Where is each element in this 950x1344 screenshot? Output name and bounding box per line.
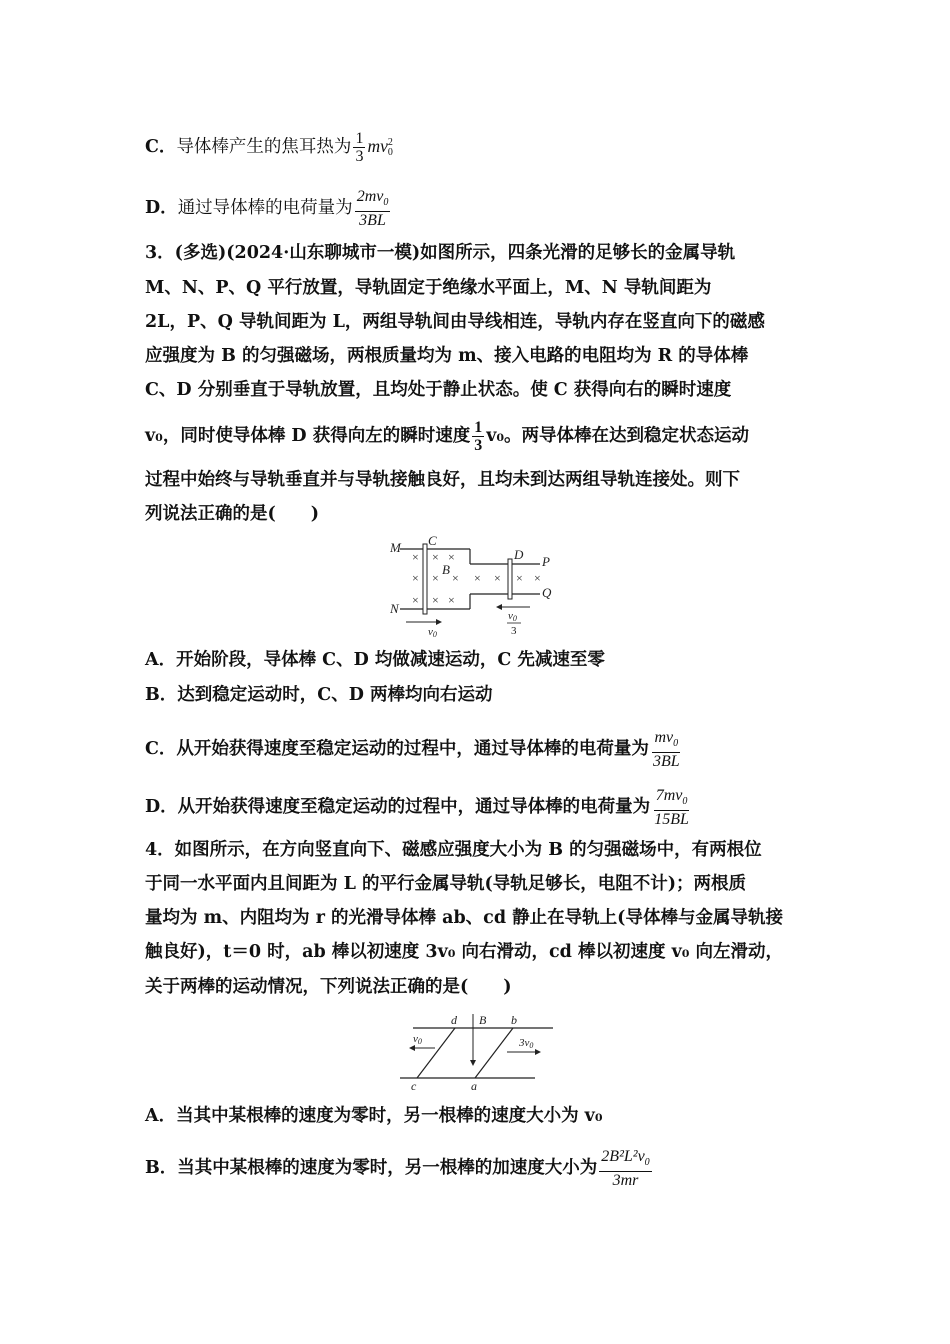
fraction: $\frac{2B^2L^2v_0}{3mr}$: [601, 1148, 650, 1190]
q4-line: 关于两棒的运动情况，下列说法正确的是( ): [145, 977, 512, 997]
fraction: $\frac{7mv_0}{15BL}$: [654, 787, 689, 829]
label-c: C: [428, 534, 437, 548]
q3-line: 应强度为 B 的匀强磁场，两根质量均为 m、接入电路的电阻均为 R 的导体棒: [145, 346, 749, 366]
q4-line: 4．如图所示，在方向竖直向下、磁感应强度大小为 B 的匀强磁场中，有两根位: [145, 840, 762, 860]
q3-rail-figure: [390, 534, 560, 640]
fraction: $\frac{1}{3}$: [474, 419, 483, 454]
arrow-left-icon: [496, 604, 502, 610]
arrow-left-icon: [409, 1045, 415, 1051]
q2-option-c[interactable]: C．导体棒产生的焦耳热为 $\frac{1}{3}$ mv 2 0: [145, 130, 393, 165]
fraction: $\frac{2mv_0}{3BL}$: [356, 188, 389, 230]
q4-line: 于同一水平面内且间距为 L 的平行金属导轨(导轨足够长，电阻不计)；两根质: [145, 874, 747, 894]
arrow-right-icon: [535, 1049, 541, 1055]
q4-line: 触良好)，t＝0 时，ab 棒以初速度 3v₀ 向右滑动，cd 棒以初速度 v₀ 向左滑动，: [145, 942, 783, 962]
q2-option-d[interactable]: D．通过导体棒的电荷量为 $\frac{2mv_0}{3BL}$: [145, 188, 389, 230]
q3-option-c[interactable]: C．从开始获得速度至稳定运动的过程中，通过导体棒的电荷量为 $\frac{mv_0}{3BL}$: [145, 729, 680, 771]
field-cross: ×: [452, 571, 459, 585]
fraction: $\frac{1}{3}$: [355, 130, 364, 165]
v0-third-label: v0: [508, 610, 517, 623]
label-m: M: [390, 540, 401, 555]
field-cross: ×: [448, 550, 455, 564]
field-cross: ×: [494, 571, 501, 585]
field-cross: ×: [412, 593, 419, 607]
field-cross: ×: [448, 593, 455, 607]
field-cross: ×: [432, 550, 439, 564]
label-b: B: [442, 562, 450, 577]
fraction: $\frac{mv_0}{3BL}$: [652, 729, 680, 771]
q3-line: 过程中始终与导轨垂直并与导轨接触良好，且均未到达两组导轨连接处。则下: [145, 470, 740, 490]
q3-option-b[interactable]: B．达到稳定运动时，C、D 两棒均向右运动: [145, 685, 493, 705]
label-c: c: [411, 1079, 417, 1092]
arrow-right-icon: [436, 619, 442, 625]
field-cross: ×: [412, 550, 419, 564]
v3-label: 3v0: [519, 1037, 534, 1050]
q3-line: 2L，P、Q 导轨间距为 L，两组导轨间由导线相连，导轨内存在竖直向下的磁感: [145, 312, 765, 332]
v0-label: v0: [413, 1033, 422, 1046]
q3-line: v₀，同时使导体棒 D 获得向左的瞬时速度 $\frac{1}{3}$ v₀。两导体棒在达到稳定状态运动: [145, 419, 750, 454]
label-b: b: [511, 1013, 517, 1027]
field-cross: ×: [516, 571, 523, 585]
label-n: N: [390, 601, 399, 616]
field-cross: ×: [474, 571, 481, 585]
field-cross: ×: [432, 593, 439, 607]
q4-line: 量均为 m、内阻均为 r 的光滑导体棒 ab、cd 静止在导轨上(导体棒与金属导轨接: [145, 908, 783, 928]
field-cross: ×: [534, 571, 541, 585]
arrow-down-icon: [470, 1060, 476, 1066]
label-d: d: [451, 1013, 457, 1027]
q3-option-d[interactable]: D．从开始获得速度至稳定运动的过程中，通过导体棒的电荷量为 $\frac{7mv_0}{15BL}$: [145, 787, 689, 829]
label-p: P: [542, 554, 550, 569]
label-q: Q: [542, 585, 552, 600]
q4-option-b[interactable]: B．当其中某根棒的速度为零时，另一根棒的加速度大小为 $\frac{2B^2L^2v_0}{3mr}$: [145, 1148, 650, 1190]
q3-line: M、N、P、Q 平行放置，导轨固定于绝缘水平面上，M、N 导轨间距为: [145, 278, 712, 298]
q3-line: C、D 分别垂直于导轨放置，且均处于静止状态。使 C 获得向右的瞬时速度: [145, 380, 732, 400]
q3-line: 列说法正确的是( ): [145, 504, 320, 524]
v0-label: v0: [428, 626, 437, 639]
q3-option-a[interactable]: A．开始阶段，导体棒 C、D 均做减速运动，C 先减速至零: [145, 650, 605, 670]
q4-rail-figure: [395, 1010, 560, 1092]
sup-sub: 2 0: [387, 136, 393, 158]
q4-option-a[interactable]: A．当其中某根棒的速度为零时，另一根棒的速度大小为 v₀: [145, 1106, 603, 1126]
field-cross: ×: [432, 571, 439, 585]
label-a: a: [471, 1079, 477, 1092]
label-b-field: B: [479, 1013, 487, 1027]
label-d: D: [514, 547, 524, 562]
q3-line: 3．(多选)(2024·山东聊城市一模)如图所示，四条光滑的足够长的金属导轨: [145, 243, 736, 263]
v0-third-den: 3: [511, 625, 517, 637]
field-cross: ×: [412, 571, 419, 585]
